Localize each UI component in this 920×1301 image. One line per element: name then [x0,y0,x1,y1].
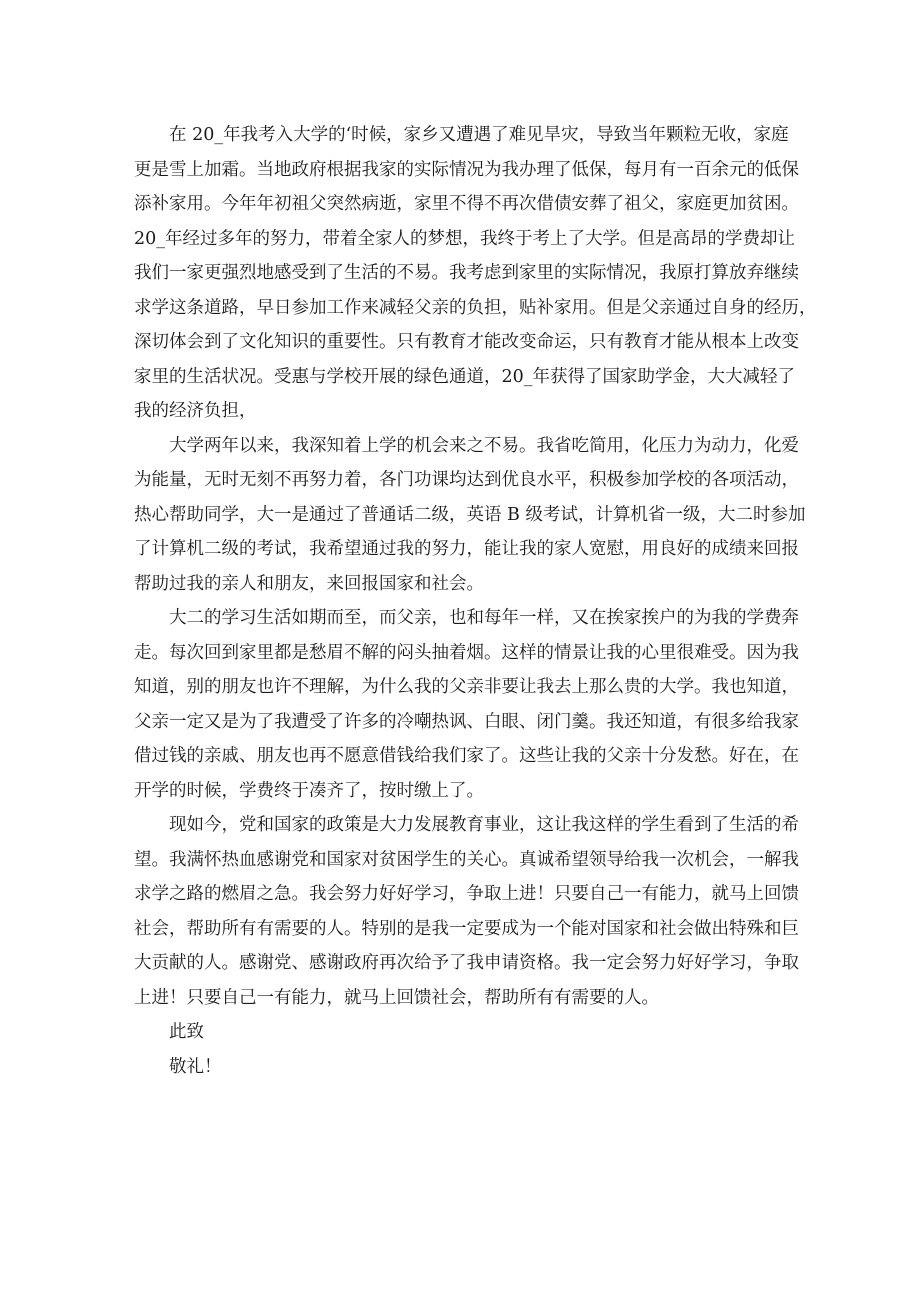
text-line: 家里的生活状况。受惠与学校开展的绿色通道，20_年获得了国家助学金，大大减轻了 [134,366,796,387]
text-line: 在 20_年我考入大学的‘时候，家乡又遭遇了难见旱灾，导致当年颗粒无收，家庭 [169,125,789,145]
text-line: 父亲一定又是为了我遭受了许多的冷嘲热讽、白眼、闭门羹。我还知道，有很多给我家 [134,711,799,732]
text-line: 添补家用。今年年初祖父突然病逝，家里不得不再次借债安葬了祖父，家庭更加贫困。 [134,194,799,214]
text-line: 开学的时候，学费终于凑齐了，按时缴上了。 [134,780,484,801]
closing-regards: 敬礼！ [169,1056,222,1077]
text-line: 为能量，无时无刻不再努力着，各门功课均达到优良水平，积极参加学校的各项活动， [134,470,799,490]
paragraph-2 [134,429,806,602]
text-line: 20_年经过多年的努力，带着全家人的梦想，我终于考上了大学。但是高昂的学费却让 [134,228,796,249]
text-line: 我们一家更强烈地感受到了生活的不易。我考虑到家里的实际情况，我原打算放弃继续 [134,263,799,283]
text-line: 大二的学习生活如期而至，而父亲，也和每年一样，又在挨家挨户的为我的学费奔 [169,608,799,628]
text-line: 求学这条道路，早日参加工作来减轻父亲的负担，贴补家用。但是父亲通过自身的经历， [134,297,817,318]
text-line: 帮助过我的亲人和朋友，来回报国家和社会。 [134,573,484,594]
text-line: 大学两年以来，我深知着上学的机会来之不易。我省吃简用，化压力为动力，化爱 [169,435,799,456]
text-line: 望。我满怀热血感谢党和国家对贫困学生的关心。真诚希望领导给我一次机会，一解我 [134,849,799,870]
paragraph-3 [134,601,799,808]
text-line: 求学之路的燃眉之急。我会努力好好学习，争取上进！只要自己一有能力，就马上回馈 [134,884,799,904]
text-line: 大贡献的人。感谢党、感谢政府再次给予了我申请资格。我一定会努力好好学习，争取 [134,953,799,973]
paragraph-1 [134,118,817,429]
text-line: 热心帮助同学，大一是通过了普通话二级，英语 B 级考试，计算机省一级，大二时参加 [134,504,806,525]
closing-salutation: 此致 [169,1022,204,1042]
text-line: 现如今，党和国家的政策是大力发展教育事业，这让我这样的学生看到了生活的希 [169,815,799,835]
text-line: 知道，别的朋友也许不理解，为什么我的父亲非要让我去上那么贵的大学。我也知道， [134,677,799,697]
text-line: 更是雪上加霜。当地政府根据我家的实际情况为我办理了低保，每月有一百余元的低保 [134,159,799,180]
text-line: 借过钱的亲戚、朋友也再不愿意借钱给我们家了。这些让我的父亲十分发愁。好在，在 [134,746,799,766]
document-body [134,118,817,1084]
text-line: 我的经济负担， [134,401,257,421]
text-line: 了计算机二级的考试，我希望通过我的努力，能让我的家人宽慰，用良好的成绩来回报 [134,539,799,559]
text-line: 社会，帮助所有有需要的人。特别的是我一定要成为一个能对国家和社会做出特殊和巨 [134,918,799,939]
text-line: 上进！只要自己一有能力，就马上回馈社会，帮助所有有需要的人。 [134,987,659,1008]
text-line: 深切体会到了文化知识的重要性。只有教育才能改变命运，只有教育才能从根本上改变 [134,332,799,352]
paragraph-4 [134,808,799,1015]
text-line: 走。每次回到家里都是愁眉不解的闷头抽着烟。这样的情景让我的心里很难受。因为我 [134,642,799,663]
